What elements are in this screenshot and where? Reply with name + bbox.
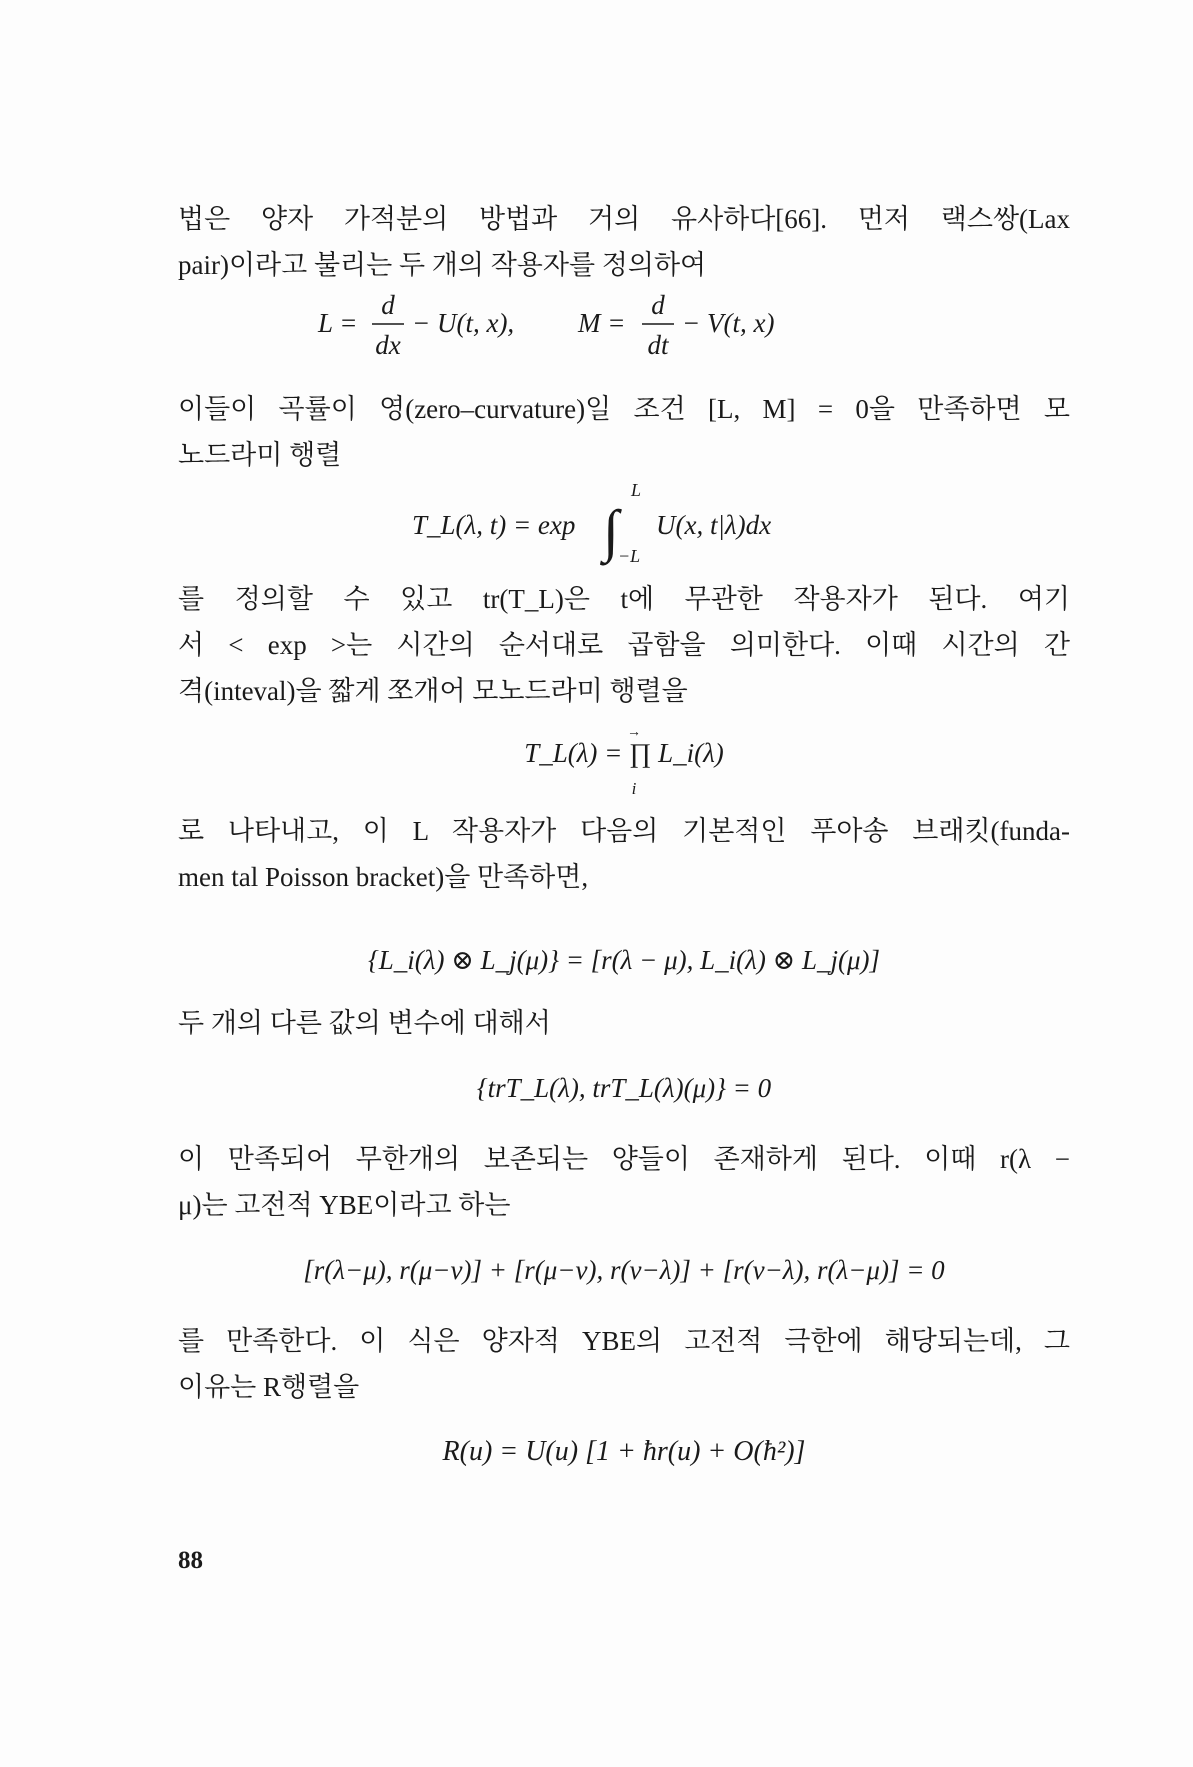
eq1-l-lhs: L =	[318, 308, 358, 338]
equation-fundamental-poisson-bracket: {L_i(λ) ⊗ L_j(μ)} = [r(λ − μ), L_i(λ) ⊗ L_j(μ)]	[367, 945, 881, 975]
paragraph-6-line-2: μ)는 고전적 YBE이라고 하는	[178, 1190, 511, 1220]
eq1-m-lhs: M =	[578, 308, 626, 338]
eq3-index: i	[631, 779, 637, 798]
equation-monodromy-integral	[178, 482, 1070, 566]
equation-r-matrix-expansion: R(u) = U(u) [1 + ħr(u) + O(ħ²)]	[442, 1436, 806, 1467]
paragraph-2-line-1: 이들이 곡률이 영(zero–curvature)일 조건 [L, M] = 0을 만족하면 모	[178, 394, 1070, 424]
paragraph-2-line-2: 노드라미 행렬	[178, 440, 342, 470]
equation-conserved-quantities: {trT_L(λ), trT_L(λ)(μ)} = 0	[476, 1073, 772, 1103]
equation-monodromy-product-graphic	[178, 722, 1070, 802]
paragraph-6-line-1: 이 만족되어 무한개의 보존되는 양들이 존재하게 된다. 이때 r(λ −	[178, 1144, 1070, 1174]
eq1-m-rhs: − V(t, x)	[682, 308, 775, 338]
eq3-ordering-arrow: →	[627, 725, 641, 740]
eq1-l-denominator: dx	[375, 330, 401, 360]
paragraph-7-line-1: 를 만족한다. 이 식은 양자적 YBE의 고전적 극한에 해당되는데, 그	[178, 1326, 1070, 1356]
eq2-integrand: U(x, t|λ)dx	[656, 510, 772, 540]
paragraph-3-line-1: 를 정의할 수 있고 tr(T_L)은 t에 무관한 작용자가 된다. 여기	[178, 584, 1070, 614]
eq1-l-numerator: d	[381, 290, 395, 320]
equation-monodromy-integral-graphic	[178, 482, 1070, 566]
equation-lax-pair-graphic	[178, 290, 1070, 374]
eq2-lhs: T_L(λ, t) = exp	[412, 510, 576, 540]
paragraph-3-line-3: 격(inteval)을 짧게 쪼개어 모노드라미 행렬을	[178, 676, 688, 706]
paragraph-4-line-1: 로 나타내고, 이 L 작용자가 다음의 기본적인 푸아송 브래킷(funda-	[178, 816, 1070, 846]
eq1-m-denominator: dt	[647, 330, 669, 360]
eq3-formula: T_L(λ) = ∏ L_i(λ)	[524, 738, 724, 768]
paragraph-1-line-1: 법은 양자 가적분의 방법과 거의 유사하다[66]. 먼저 랙스쌍(Lax	[178, 204, 1070, 234]
eq2-lower-limit: −L	[618, 546, 641, 566]
paragraph-5-line-1: 두 개의 다른 값의 변수에 대해서	[178, 1008, 551, 1038]
equation-monodromy-product	[178, 722, 1070, 802]
eq2-integral-sign: ∫	[603, 498, 619, 563]
equation-classical-ybe: [r(λ−μ), r(μ−ν)] + [r(μ−ν), r(ν−λ)] + [r(ν−λ), r(λ−μ)] = 0	[303, 1255, 945, 1285]
eq1-m-numerator: d	[651, 290, 665, 320]
eq2-upper-limit: L	[631, 480, 642, 500]
eq1-l-rhs: − U(t, x),	[412, 308, 515, 338]
paragraph-4-line-2: men tal Poisson bracket)을 만족하면,	[178, 862, 589, 892]
page-number: 88	[178, 1547, 203, 1574]
paragraph-3-line-2: 서 < exp >는 시간의 순서대로 곱함을 의미한다. 이때 시간의 간	[178, 630, 1070, 660]
paragraph-1-line-2: pair)이라고 불리는 두 개의 작용자를 정의하여	[178, 250, 707, 280]
equation-lax-pair	[178, 290, 1070, 374]
paragraph-7-line-2: 이유는 R행렬을	[178, 1372, 360, 1402]
